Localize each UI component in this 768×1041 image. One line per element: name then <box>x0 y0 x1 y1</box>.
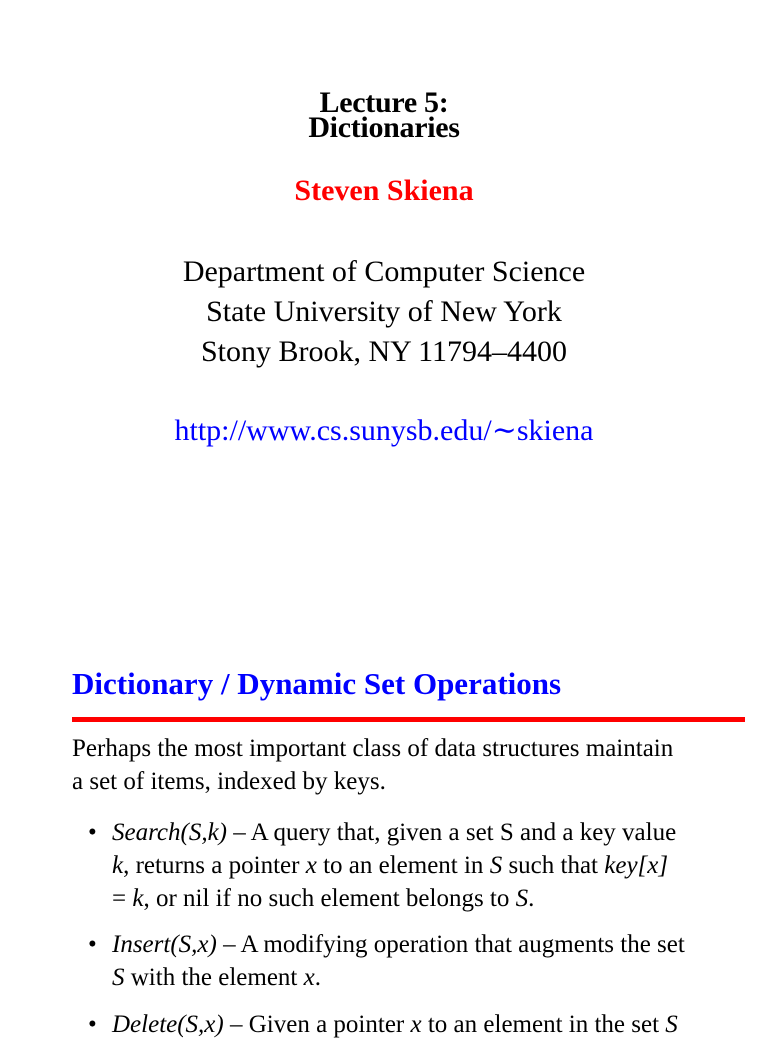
insert-line-2 <box>112 961 752 994</box>
math-S: S <box>515 885 529 912</box>
delete-text-1b: to an element in the set <box>421 1011 666 1038</box>
insert-text-2a: with the element <box>124 964 304 991</box>
math-key-x: key[x] <box>604 852 669 879</box>
intro-paragraph <box>72 732 752 798</box>
address: Stony Brook, NY 11794–4400 <box>200 335 568 368</box>
bullet-icon: • <box>88 1011 97 1038</box>
insert-text-1: – A modifying operation that augments the set <box>216 931 685 958</box>
delete-line-1 <box>112 1008 752 1041</box>
author-name: Steven Skiena <box>294 174 474 207</box>
insert-text-2b: . <box>314 964 321 991</box>
delete-description <box>112 1008 752 1041</box>
operation-name-delete: Delete(S,x) <box>112 1011 224 1038</box>
section-title: Dictionary / Dynamic Set Operations <box>72 666 562 701</box>
math-k: k <box>112 852 124 879</box>
search-line-1 <box>112 816 752 849</box>
lecture-title <box>0 86 768 144</box>
search-text-3b: , or nil if no such element belongs to <box>143 885 516 912</box>
search-description <box>112 816 752 915</box>
lecture-topic: Dictionaries <box>308 111 460 144</box>
math-S: S <box>665 1011 678 1038</box>
bullet-icon: • <box>88 819 97 846</box>
search-text-3a: = <box>112 885 133 912</box>
math-k: k <box>132 885 144 912</box>
math-S: S <box>112 964 125 991</box>
search-text-3c: . <box>528 885 535 912</box>
bullet-icon: • <box>88 931 97 958</box>
section-divider <box>72 717 745 722</box>
affiliation <box>0 252 768 372</box>
math-x: x <box>305 852 317 879</box>
operation-name-search: Search(S,k) <box>112 819 227 846</box>
intro-line-2: a set of items, indexed by keys. <box>72 768 386 795</box>
search-line-2 <box>112 849 752 882</box>
intro-line-1: Perhaps the most important class of data structures maintain <box>72 735 674 762</box>
homepage-link[interactable]: http://www.cs.sunysb.edu/∼skiena <box>174 414 594 447</box>
delete-text-1a: – Given a pointer <box>223 1011 411 1038</box>
university: State University of New York <box>206 295 562 328</box>
insert-description <box>112 928 752 994</box>
search-line-3 <box>112 882 752 915</box>
search-text-2c: such that <box>502 852 605 879</box>
search-text-1: – A query that, given a set S and a key value <box>227 819 677 846</box>
search-text-2b: to an element in <box>316 852 490 879</box>
math-x: x <box>303 964 315 991</box>
lecture-number: Lecture 5: <box>319 86 449 119</box>
operation-name-insert: Insert(S,x) <box>112 931 217 958</box>
math-S: S <box>489 852 503 879</box>
math-x: x <box>410 1011 422 1038</box>
insert-line-1 <box>112 928 752 961</box>
department: Department of Computer Science <box>182 255 586 288</box>
search-text-2a: , returns a pointer <box>123 852 306 879</box>
